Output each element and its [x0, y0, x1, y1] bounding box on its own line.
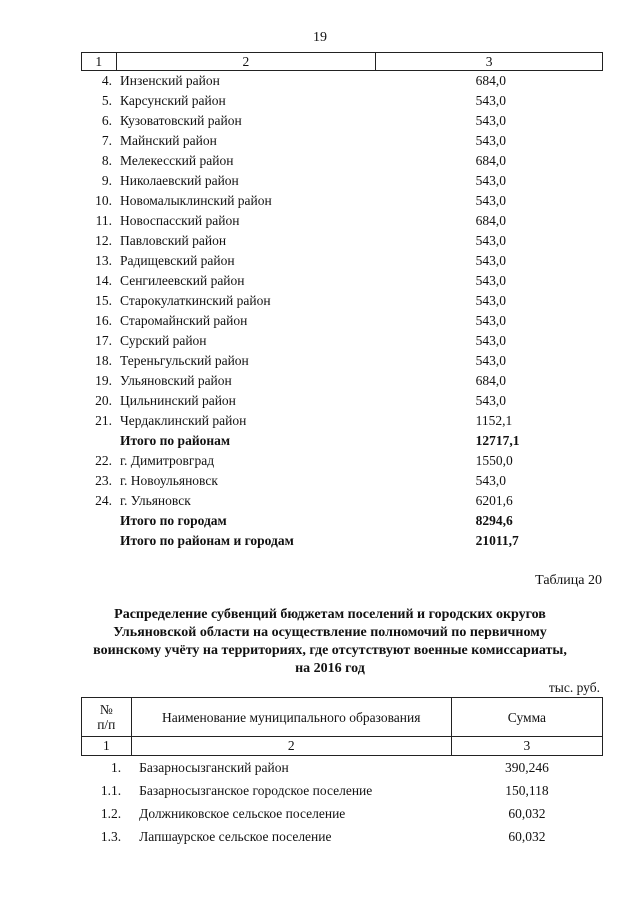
row-name: Николаевский район — [120, 173, 239, 188]
title-line: Распределение субвенций бюджетам поселений и городских округов — [114, 607, 546, 622]
row-name: Майнский район — [120, 133, 217, 148]
districts-table — [81, 52, 603, 551]
row-name: Сурский район — [120, 333, 207, 348]
row-value: 60,032 — [508, 829, 546, 844]
row-number: 24. — [95, 493, 113, 508]
row-value: 543,0 — [475, 293, 506, 308]
table-row — [82, 291, 603, 311]
row-name: Новомалыклинский район — [120, 193, 272, 208]
title-line: на 2016 год — [295, 661, 365, 676]
table-row — [82, 311, 603, 331]
table-row — [82, 779, 603, 802]
total-row — [82, 531, 603, 551]
row-value: 543,0 — [475, 173, 506, 188]
row-name: Итого по районам — [120, 433, 231, 448]
row-number: 7. — [101, 133, 113, 148]
table-row — [82, 91, 603, 111]
row-value: 21011,7 — [475, 533, 519, 548]
row-value: 543,0 — [475, 233, 506, 248]
row-value: 12717,1 — [475, 433, 520, 448]
row-number — [82, 511, 117, 531]
row-number: 1.3. — [100, 829, 122, 844]
row-value: 8294,6 — [475, 513, 513, 528]
row-name: г. Димитровград — [120, 453, 215, 468]
row-value: 684,0 — [475, 73, 506, 88]
row-value: 543,0 — [475, 333, 506, 348]
row-value: 390,246 — [504, 760, 549, 775]
table-number: Таблица 20 — [535, 573, 602, 588]
table-row — [82, 491, 603, 511]
row-number — [82, 431, 117, 451]
row-name: Базарносызганский район — [139, 760, 289, 775]
row-name: Базарносызганское городское поселение — [139, 783, 373, 798]
row-value: 543,0 — [475, 473, 506, 488]
row-name: Цильнинский район — [120, 393, 236, 408]
header-col-1: 1 — [82, 53, 117, 71]
row-number: 20. — [95, 393, 113, 408]
row-number: 1.2. — [100, 806, 122, 821]
subventions-table — [81, 697, 603, 848]
row-number: 1.1. — [100, 783, 122, 798]
header-name: Наименование муниципального образования — [131, 698, 451, 737]
row-number: 18. — [95, 353, 113, 368]
row-name: Лапшаурское сельское поселение — [139, 829, 332, 844]
row-value: 1550,0 — [475, 453, 513, 468]
row-value: 543,0 — [475, 93, 506, 108]
index-col-3: 3 — [451, 737, 602, 756]
table-row — [82, 471, 603, 491]
table-row — [82, 271, 603, 291]
table-row — [82, 211, 603, 231]
row-number: 14. — [95, 273, 113, 288]
row-value: 543,0 — [475, 313, 506, 328]
row-number: 4. — [101, 73, 113, 88]
row-number: 5. — [101, 93, 113, 108]
row-value: 60,032 — [508, 806, 546, 821]
row-value: 150,118 — [505, 783, 549, 798]
row-value: 543,0 — [475, 393, 506, 408]
row-number: 12. — [95, 233, 113, 248]
row-number — [82, 531, 117, 551]
row-name: Павловский район — [120, 233, 227, 248]
header-num: № п/п — [82, 698, 132, 737]
row-number: 23. — [95, 473, 113, 488]
row-name: Кузоватовский район — [120, 113, 242, 128]
row-number: 21. — [95, 413, 113, 428]
row-number: 22. — [95, 453, 113, 468]
row-number: 9. — [101, 173, 113, 188]
table-header-row — [82, 698, 603, 737]
total-row — [82, 511, 603, 531]
table-row — [82, 171, 603, 191]
row-name: Новоспасский район — [120, 213, 240, 228]
row-name: Сенгилеевский район — [120, 273, 245, 288]
units-label: тыс. руб. — [548, 680, 600, 695]
row-number: 11. — [95, 213, 113, 228]
row-number: 8. — [101, 153, 113, 168]
header-sum: Сумма — [451, 698, 602, 737]
header-col-3: 3 — [376, 53, 603, 71]
row-name: г. Ульяновск — [120, 493, 191, 508]
row-number: 17. — [95, 333, 113, 348]
table-header-row — [82, 53, 603, 71]
row-value: 543,0 — [475, 353, 506, 368]
header-col-2: 2 — [116, 53, 376, 71]
table-row — [82, 391, 603, 411]
row-name: Должниковское сельское поселение — [139, 806, 346, 821]
row-number: 1. — [111, 760, 122, 775]
row-value: 684,0 — [475, 153, 506, 168]
page-number: 19 — [313, 30, 327, 45]
table-row — [82, 251, 603, 271]
row-value: 684,0 — [475, 373, 506, 388]
table-row — [82, 71, 603, 92]
row-value: 543,0 — [475, 193, 506, 208]
table-row — [82, 231, 603, 251]
row-value: 543,0 — [475, 133, 506, 148]
row-value: 543,0 — [475, 113, 506, 128]
row-number: 10. — [95, 193, 113, 208]
row-name: г. Новоульяновск — [120, 473, 218, 488]
row-value: 543,0 — [475, 273, 506, 288]
table-row — [82, 111, 603, 131]
table-row — [82, 451, 603, 471]
total-row — [82, 431, 603, 451]
table-title — [60, 606, 600, 678]
row-number: 13. — [95, 253, 113, 268]
row-name: Итого по районам и городам — [120, 533, 294, 548]
row-number: 15. — [95, 293, 113, 308]
row-name: Радищевский район — [120, 253, 235, 268]
table-row — [82, 411, 603, 431]
table-row — [82, 371, 603, 391]
row-number: 6. — [101, 113, 113, 128]
table-row — [82, 191, 603, 211]
row-number: 16. — [95, 313, 113, 328]
row-name: Ульяновский район — [120, 373, 232, 388]
row-value: 1152,1 — [475, 413, 513, 428]
row-name: Карсунский район — [120, 93, 226, 108]
row-name: Чердаклинский район — [120, 413, 247, 428]
row-name: Старомайнский район — [120, 313, 248, 328]
table-row — [82, 756, 603, 780]
row-name: Инзенский район — [120, 73, 220, 88]
table-row — [82, 825, 603, 848]
row-value: 543,0 — [475, 253, 506, 268]
row-name: Итого по городам — [120, 513, 227, 528]
table-row — [82, 151, 603, 171]
row-name: Мелекесский район — [120, 153, 234, 168]
row-value: 684,0 — [475, 213, 506, 228]
row-name: Старокулаткинский район — [120, 293, 271, 308]
title-line: Ульяновской области на осуществление полномочий по первичному — [113, 625, 547, 640]
table-index-row — [82, 737, 603, 756]
index-col-1: 1 — [82, 737, 132, 756]
title-line: воинскому учёту на территориях, где отсутствуют военные комиссариаты, — [93, 643, 567, 658]
table-row — [82, 351, 603, 371]
row-number: 19. — [95, 373, 113, 388]
row-value: 6201,6 — [475, 493, 513, 508]
table-row — [82, 331, 603, 351]
row-name: Тереньгульский район — [120, 353, 249, 368]
table-row — [82, 802, 603, 825]
index-col-2: 2 — [131, 737, 451, 756]
table-row — [82, 131, 603, 151]
